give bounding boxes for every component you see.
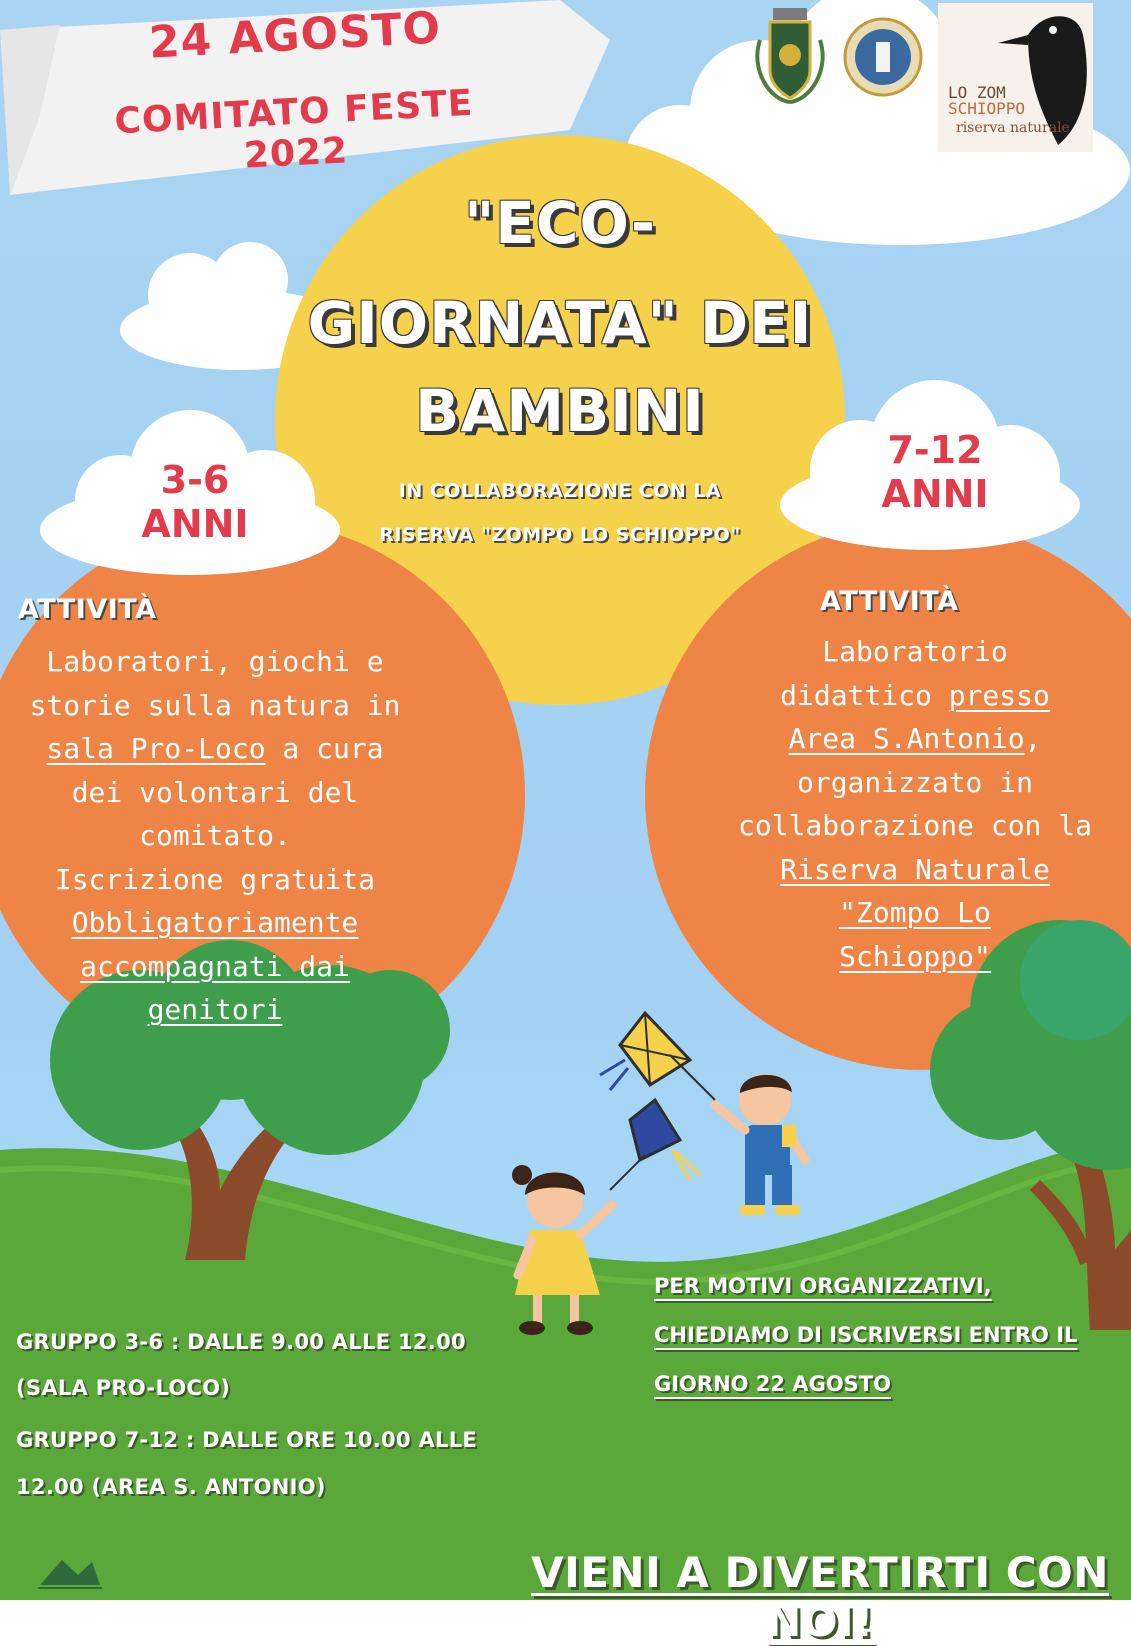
kite-blue [610, 1100, 700, 1190]
age-older-range: 7-12 [887, 428, 983, 472]
reserve-logo-line1: LO ZOM [948, 83, 1006, 102]
sala-pro-loco-text: sala Pro-Loco [46, 732, 266, 765]
zompo-lo-text: "Zompo Lo [839, 896, 991, 929]
age-young-range: 3-6 [160, 458, 230, 502]
notice-line2: CHIEDIAMO DI ISCRIVERSI ENTRO IL [654, 1323, 1078, 1347]
activity-young-line: Iscrizione gratuita [54, 862, 376, 896]
notice-line1: PER MOTIVI ORGANIZZATIVI, [654, 1274, 992, 1298]
call-to-action: VIENI A DIVERTIRTI CON NOI! [531, 1548, 1109, 1646]
age-older-unit: ANNI [881, 472, 989, 516]
activity-young-line [15, 945, 415, 989]
schedule-line3: GRUPPO 7-12 : DALLE ORE 10.00 ALLE [16, 1428, 478, 1452]
genitori-text: genitori [147, 993, 283, 1026]
age-older-label [855, 428, 1015, 516]
comma-text: , [1024, 722, 1042, 755]
presso-text: presso [948, 678, 1050, 712]
activity-older-line: Laboratorio [822, 635, 1008, 668]
activity-young-line [15, 988, 415, 1032]
activity-young-line [15, 727, 415, 771]
title-line2: GIORNATA" DEI [307, 289, 813, 357]
didattico-text: didattico [780, 678, 932, 712]
title-line3: BAMBINI [415, 377, 705, 445]
activity-young-line: comitato. [139, 819, 291, 852]
age-young-unit: ANNI [141, 502, 249, 546]
activity-label-young: ATTIVITÀ [18, 594, 157, 625]
notice-line3: GIORNO 22 AGOSTO [654, 1372, 891, 1396]
activity-young-line: dei volontari del [71, 775, 359, 809]
activity-older-line [715, 848, 1115, 892]
activity-text-young [15, 640, 415, 1032]
activity-older-line [715, 674, 1115, 718]
activity-young-text: a cura [282, 732, 384, 765]
boy-character [715, 1074, 805, 1215]
schioppo-text: Schioppo" [839, 939, 991, 973]
reserve-logo-line2: SCHIOPPO [948, 99, 1026, 118]
age-young-label [110, 458, 280, 546]
accompagnati-text: accompagnati dai [80, 949, 350, 983]
schedule-line1: GRUPPO 3-6 : DALLE 9.00 ALLE 12.00 [16, 1330, 466, 1354]
kite-yellow [600, 1013, 715, 1100]
area-s-antonio-text: Area S.Antonio [788, 722, 1025, 755]
reserve-logo [938, 3, 1093, 152]
schedule-line4: 12.00 (AREA S. ANTONIO) [16, 1475, 326, 1499]
banner-committee: COMITATO FESTE 2022 [113, 82, 475, 177]
subtitle-line2: RISERVA "ZOMPO LO SCHIOPPO" [379, 524, 741, 546]
title-line1: "ECO- [464, 189, 656, 257]
reserve-logo-line3: riserva naturale [956, 120, 1070, 136]
activity-text-older [715, 630, 1115, 978]
activity-older-line: organizzato in [796, 765, 1033, 799]
activity-young-line [15, 901, 415, 945]
round-seal-icon [845, 19, 921, 95]
activity-older-line [715, 891, 1115, 935]
riserva-naturale-text: Riserva Naturale [780, 852, 1050, 886]
activity-older-line [715, 935, 1115, 979]
activity-young-line: Laboratori, giochi e [46, 645, 384, 678]
activity-label-older: ATTIVITÀ [820, 586, 959, 617]
subtitle-line1: IN COLLABORAZIONE CON LA [398, 480, 722, 502]
obbligatoriamente-text: Obbligatoriamente [71, 906, 359, 939]
schedule-line2: (SALA PRO-LOCO) [16, 1376, 231, 1400]
activity-older-line: collaborazione con la [737, 809, 1092, 842]
activity-young-line: storie sulla natura in [29, 688, 401, 722]
banner-date: 24 AGOSTO [147, 2, 443, 69]
activity-older-line [715, 717, 1115, 761]
